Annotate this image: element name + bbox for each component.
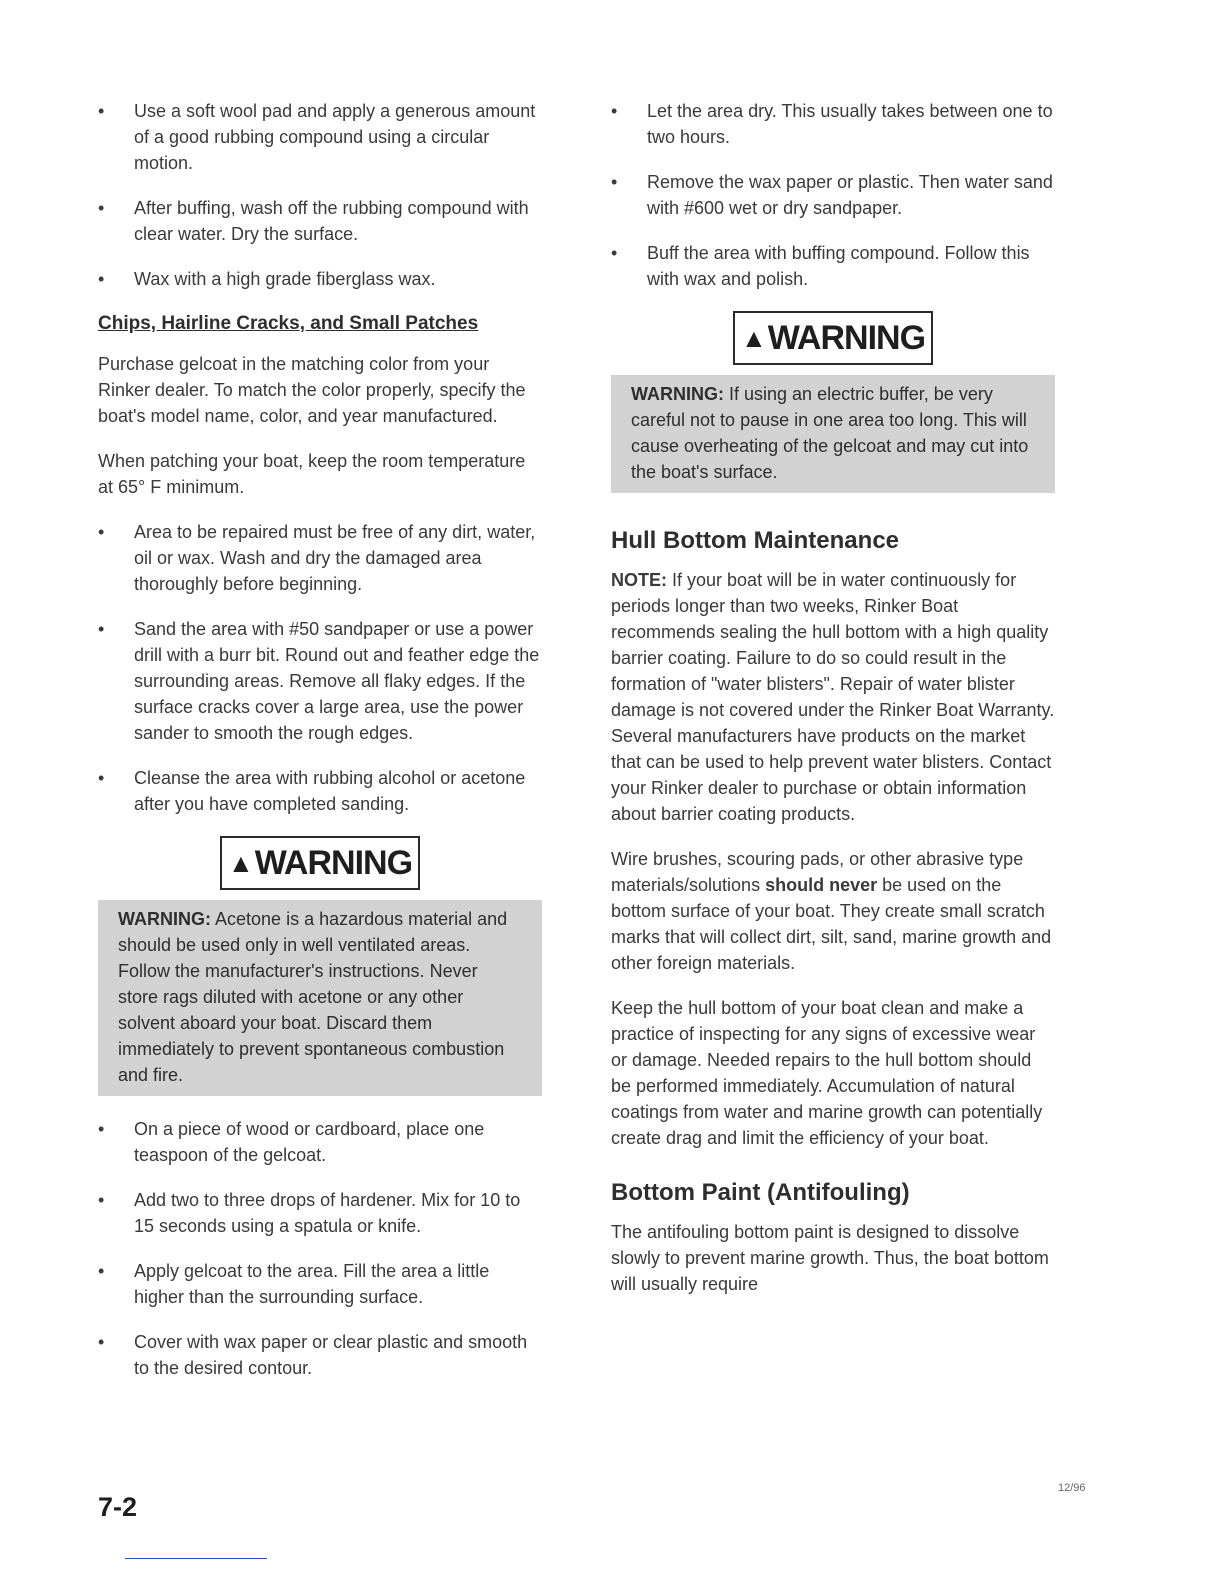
- paragraph-room-temperature: When patching your boat, keep the room temperature at 65° F minimum.: [98, 451, 526, 497]
- bullet-item: • Cleanse the area with rubbing alcohol or acetone after you have completed sanding.: [98, 765, 542, 817]
- note-text: If your boat will be in water continuously for periods longer than two weeks, Rinker Boat recommends sealing the hull bottom with a high quality barrier coating. Failure to do so could result in the formation of "water blisters". Repair of water blister damage is not covered under the Rinker Boat Warranty. Several manufacturers have products on the market that can be used to help prevent water blisters. Contact your Rinker dealer to purchase or obtain information about barrier coating products.: [611, 570, 1055, 824]
- bullet-item: • After buffing, wash off the rubbing compound with clear water. Dry the surface.: [98, 195, 542, 247]
- date-code: 12/96: [1058, 1482, 1086, 1494]
- bullet-item: • Remove the wax paper or plastic. Then water sand with #600 wet or dry sandpaper.: [611, 169, 1055, 221]
- bullet-list-gelcoat-steps: [98, 1116, 542, 1381]
- emphasis-should-never: should never: [765, 875, 878, 895]
- warning-text: Acetone is a hazardous material and should be used only in well ventilated areas. Follow the manufacturer's instructions. Never store rags diluted with acetone or any other solvent aboard your boat. Discard them immediately to prevent spontaneous combustion and fire.: [118, 909, 508, 1085]
- bullet-item: • Sand the area with #50 sandpaper or use a power drill with a burr bit. Round out and feather edge the surrounding areas. Remove all flaky edges. If the surface cracks cover a large area, use the power sander to smooth the rough edges.: [98, 616, 542, 746]
- section-subheading: Chips, Hairline Cracks, and Small Patches: [98, 313, 479, 334]
- left-column: [98, 98, 542, 1400]
- bullet-item: • Add two to three drops of hardener. Mix for 10 to 15 seconds using a spatula or knife.: [98, 1187, 542, 1239]
- heading-hull-bottom-maintenance: Hull Bottom Maintenance: [611, 527, 900, 554]
- bullet-list-preparation: [98, 519, 542, 817]
- bullet-item: • Use a soft wool pad and apply a generous amount of a good rubbing compound using a circular motion.: [98, 98, 542, 176]
- warning-triangle-icon: ▲: [227, 848, 253, 878]
- footer-rule: [125, 1558, 267, 1559]
- right-column: [611, 98, 1055, 1316]
- bullet-item: • Buff the area with buffing compound. Follow this with wax and polish.: [611, 240, 1055, 292]
- bullet-list-finishing: [611, 98, 1055, 292]
- page-number: 7-2: [98, 1492, 138, 1522]
- warning-text: If using an electric buffer, be very careful not to pause in one area too long. This will cause overheating of the gelcoat and may cut into the boat's surface.: [631, 384, 1029, 482]
- warning-label: WARNING:: [631, 384, 724, 404]
- warning-title-right: ▲WARNING: [611, 311, 1055, 365]
- warning-title-left: ▲WARNING: [98, 836, 542, 890]
- bullet-list-buffing: [98, 98, 542, 292]
- heading-bottom-paint: Bottom Paint (Antifouling): [611, 1179, 910, 1206]
- warning-box-buffer: [611, 375, 1055, 493]
- bullet-item: • Let the area dry. This usually takes between one to two hours.: [611, 98, 1055, 150]
- paragraph-antifouling: The antifouling bottom paint is designed to dissolve slowly to prevent marine growth. Thus, the boat bottom will usually require: [611, 1222, 1049, 1294]
- warning-box-acetone: [98, 900, 542, 1096]
- paragraph-note: [611, 567, 1055, 827]
- paragraph-abrasives: Wire brushes, scouring pads, or other abrasive type materials/solutions should never be used on the bottom surface of your boat. They create small scratch marks that will collect dirt, silt, sand, marine growth and other foreign materials.: [611, 849, 1052, 973]
- bullet-item: • On a piece of wood or cardboard, place one teaspoon of the gelcoat.: [98, 1116, 542, 1168]
- bullet-item: • Apply gelcoat to the area. Fill the area a little higher than the surrounding surface.: [98, 1258, 542, 1310]
- paragraph-inspection: Keep the hull bottom of your boat clean and make a practice of inspecting for any signs of excessive wear or damage. Needed repairs to the hull bottom should be performed immediately. Accumulation of natural coatings from water and marine growth can potentially create drag and limit the efficiency of your boat.: [611, 998, 1043, 1148]
- bullet-item: • Wax with a high grade fiberglass wax.: [98, 266, 542, 292]
- paragraph-purchase-gelcoat: Purchase gelcoat in the matching color from your Rinker dealer. To match the color properly, specify the boat's model name, color, and year manufactured.: [98, 354, 526, 426]
- bullet-item: • Area to be repaired must be free of any dirt, water, oil or wax. Wash and dry the damaged area thoroughly before beginning.: [98, 519, 542, 597]
- note-label: NOTE:: [611, 570, 667, 590]
- bullet-item: • Cover with wax paper or clear plastic and smooth to the desired contour.: [98, 1329, 542, 1381]
- warning-label: WARNING:: [118, 909, 211, 929]
- warning-triangle-icon: ▲: [740, 323, 766, 353]
